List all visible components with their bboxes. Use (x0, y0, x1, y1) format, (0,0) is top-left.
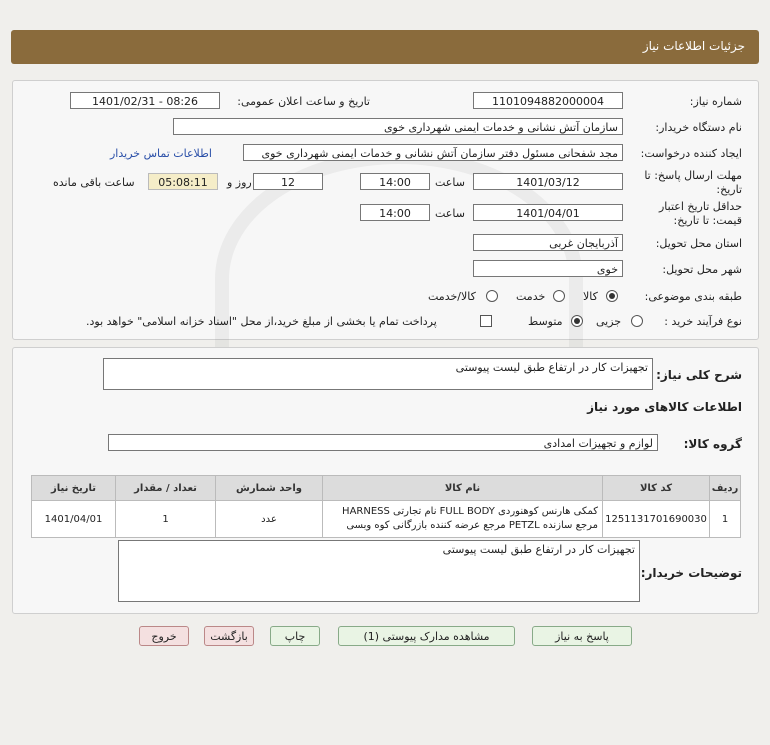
treasury-checkbox[interactable] (480, 315, 492, 327)
row-date: 1401/04/01 (32, 501, 116, 538)
payment-note: پرداخت تمام یا بخشی از مبلغ خرید،از محل "اسناد خزانه اسلامی" خواهد بود. (86, 315, 437, 328)
remaining-time-field: 05:08:11 (148, 173, 218, 190)
page-title: جزئیات اطلاعات نیاز (642, 39, 745, 53)
process-medium-radio[interactable] (571, 315, 583, 327)
requester-label: ایجاد کننده درخواست: (640, 147, 742, 160)
buyer-notes-label: توضیحات خریدار: (640, 566, 742, 580)
deadline-time-label: ساعت (435, 176, 465, 189)
city-label: شهر محل تحویل: (662, 263, 742, 276)
buyer-org-field[interactable]: سازمان آتش نشانی و خدمات ایمنی شهرداری خوی (173, 118, 623, 135)
row-name (323, 501, 603, 538)
process-label: نوع فرآیند خرید : (664, 315, 742, 328)
goods-info-title: اطلاعات کالاهای مورد نیاز (587, 400, 742, 414)
row-unit: عدد (216, 501, 323, 538)
remaining-label: ساعت باقی مانده (53, 176, 135, 189)
category-goods-radio[interactable] (606, 290, 618, 302)
city-field[interactable]: خوی (473, 260, 623, 277)
general-desc-field[interactable]: تجهیزات کار در ارتفاع طبق لیست پیوستی (103, 358, 653, 390)
validity-time-field[interactable]: 14:00 (360, 204, 430, 221)
deadline-date-field[interactable]: 1401/03/12 (473, 173, 623, 190)
announce-label: تاریخ و ساعت اعلان عمومی: (237, 95, 370, 108)
deadline-time-field[interactable]: 14:00 (360, 173, 430, 190)
validity-label: حداقل تاریخ اعتبار قیمت: تا تاریخ: (658, 200, 742, 227)
buyer-contact-link[interactable]: اطلاعات تماس خریدار (110, 147, 212, 160)
deadline-label: مهلت ارسال پاسخ: تا تاریخ: (644, 169, 742, 196)
process-minor-radio[interactable] (631, 315, 643, 327)
process-minor-label: جزیی (596, 315, 622, 328)
row-code: 1251131701690030 (603, 501, 710, 538)
validity-time-label: ساعت (435, 207, 465, 220)
row-qty: 1 (116, 501, 216, 538)
col-name-header: نام کالا (323, 476, 603, 501)
days-field[interactable]: 12 (253, 173, 323, 190)
category-service-radio[interactable] (553, 290, 565, 302)
announce-field[interactable]: 1401/02/31 - 08:26 (70, 92, 220, 109)
print-button[interactable]: چاپ (270, 626, 320, 646)
exit-button[interactable]: خروج (139, 626, 189, 646)
col-code-header: کد کالا (603, 476, 710, 501)
back-button[interactable]: بازگشت (204, 626, 254, 646)
validity-date-field[interactable]: 1401/04/01 (473, 204, 623, 221)
row-name-line2: مرجع سازنده PETZL مرجع عرضه کننده بازرگانی کوه وبسی (346, 520, 598, 531)
goods-group-label: گروه کالا: (683, 437, 742, 451)
reply-button[interactable]: پاسخ به نیاز (532, 626, 632, 646)
col-index-header: ردیف (710, 476, 741, 501)
category-both-radio[interactable] (486, 290, 498, 302)
process-medium-label: متوسط (528, 315, 563, 328)
row-index: 1 (710, 501, 741, 538)
goods-table (31, 475, 741, 538)
category-label: طبقه بندی موضوعی: (644, 290, 742, 303)
goods-group-field[interactable]: لوازم و تجهیزات امدادی (108, 434, 658, 451)
requester-field[interactable]: مجد شفحانی مسئول دفتر سازمان آتش نشانی و خدمات ایمنی شهرداری خوی (243, 144, 623, 161)
days-label: روز و (227, 176, 252, 189)
table-header-row (32, 476, 741, 501)
province-field[interactable]: آذربایجان غربی (473, 234, 623, 251)
col-unit-header: واحد شمارش (216, 476, 323, 501)
page-header (11, 30, 759, 64)
col-qty-header: تعداد / مقدار (116, 476, 216, 501)
col-date-header: تاریخ نیاز (32, 476, 116, 501)
category-goods-label: کالا (583, 290, 598, 303)
category-both-label: کالا/خدمت (428, 290, 476, 303)
category-service-label: خدمت (516, 290, 546, 303)
table-row[interactable] (32, 501, 741, 538)
buyer-notes-field[interactable]: تجهیزات کار در ارتفاع طبق لیست پیوستی (118, 540, 640, 602)
buyer-org-label: نام دستگاه خریدار: (655, 121, 742, 134)
row-name-line1: کمکی هارنس کوهنوردی FULL BODY نام تجارتی HARNESS (342, 506, 598, 517)
need-number-label: شماره نیاز: (689, 95, 742, 108)
general-desc-label: شرح کلی نیاز: (656, 368, 742, 382)
province-label: استان محل تحویل: (655, 237, 742, 250)
need-number-field[interactable]: 1101094882000004 (473, 92, 623, 109)
attachments-button[interactable]: مشاهده مدارک پیوستی (1) (338, 626, 515, 646)
